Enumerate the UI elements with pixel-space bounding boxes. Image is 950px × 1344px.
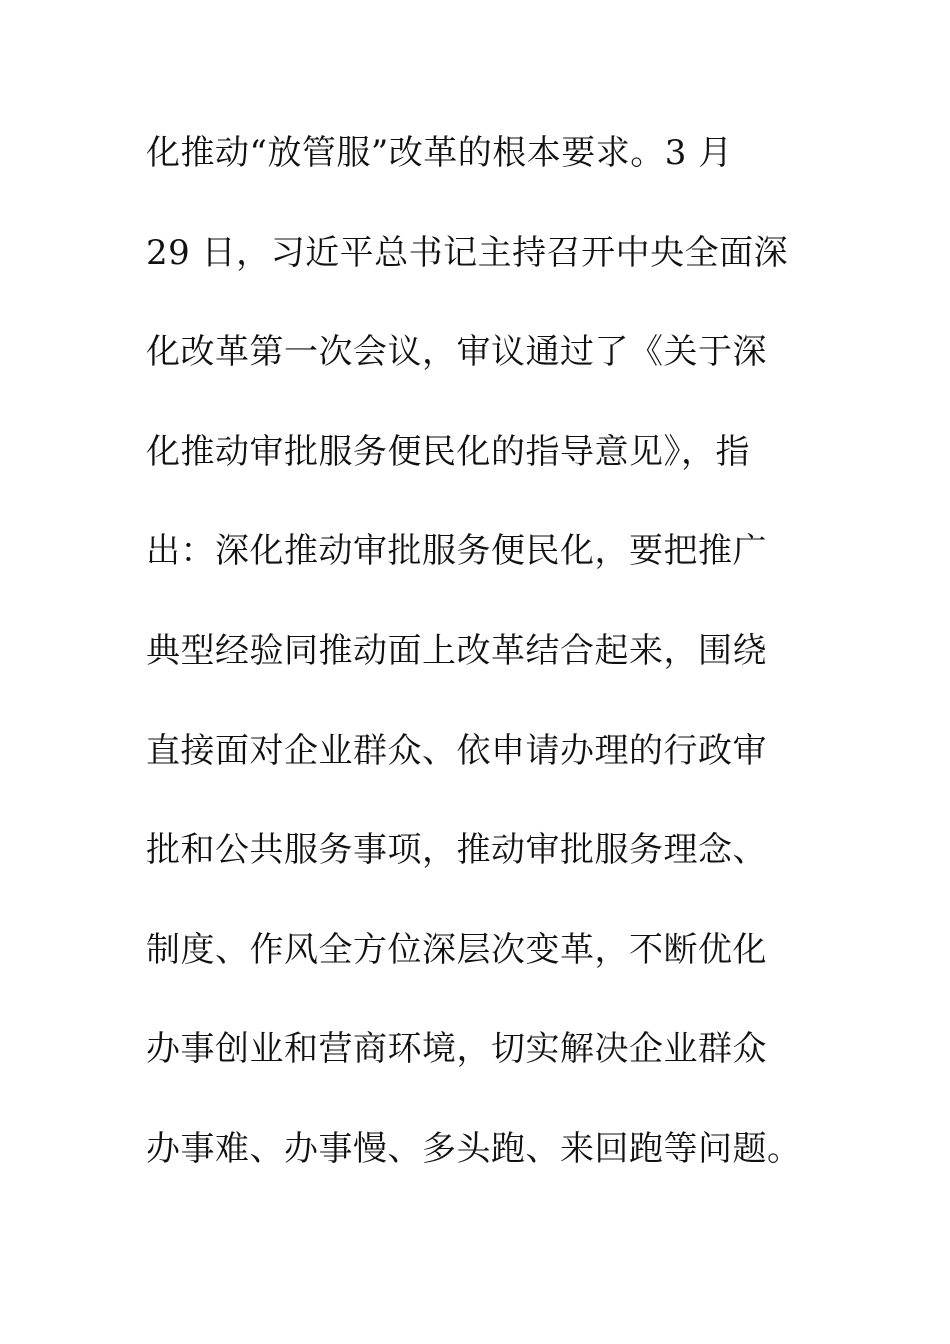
- text-line: 化改革第一次会议，审议通过了《关于深: [146, 332, 767, 373]
- text-line: 化推动“放管服”改革的根本要求。3 月: [146, 133, 733, 173]
- text-line: 化推动审批服务便民化的指导意见》，指: [146, 431, 750, 472]
- text-line: 直接面对企业群众、依申请办理的行政审: [146, 730, 767, 771]
- text-line: 办事难、办事慢、多头跑、来回跑等问题。: [146, 1128, 802, 1169]
- text-line: 29 日，习近平总书记主持召开中央全面深: [146, 232, 789, 273]
- text-line: 批和公共服务事项，推动审批服务理念、: [146, 830, 767, 871]
- text-line: 典型经验同推动面上改革结合起来，围绕: [146, 630, 767, 671]
- text-line: 办事创业和营商环境，切实解决企业群众: [146, 1029, 767, 1070]
- text-line: 制度、作风全方位深层次变革，不断优化: [146, 929, 767, 970]
- body-paragraph: [146, 125, 826, 1221]
- text-line: 出：深化推动审批服务便民化，要把推广: [146, 531, 767, 572]
